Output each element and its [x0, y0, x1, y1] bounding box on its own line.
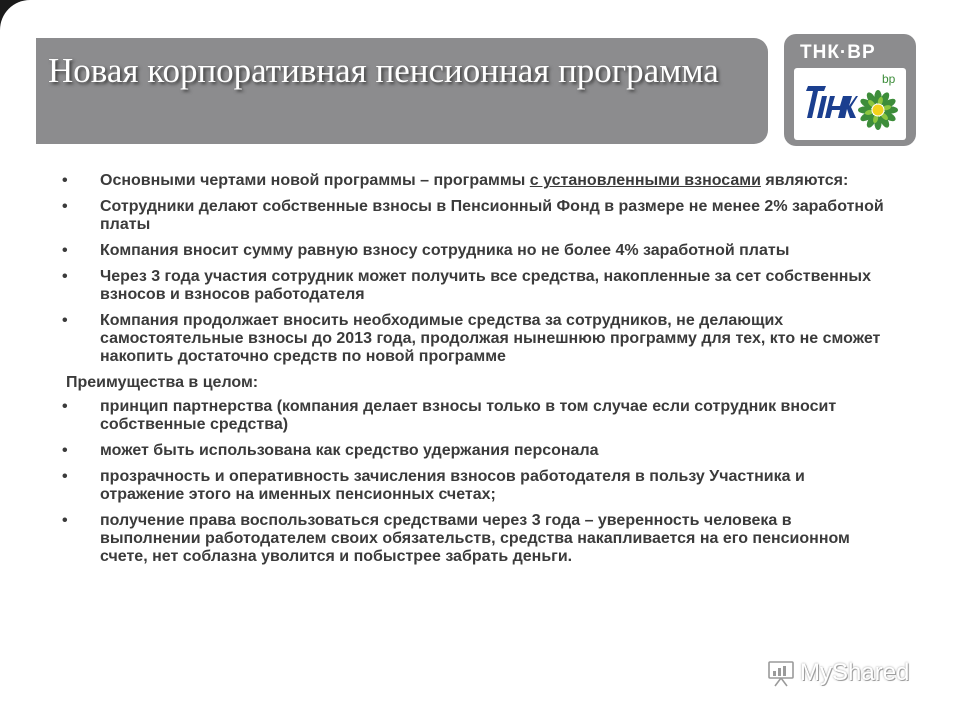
- bullet-item: [62, 198, 892, 234]
- bullet-text: принцип партнерства (компания делает взносы только в том случае если сотрудник вносит собственные средства): [100, 398, 837, 433]
- bullet-dot: •: [62, 312, 68, 329]
- bp-label: bp: [882, 72, 896, 86]
- bullet-dot: •: [62, 398, 68, 415]
- bullet-text-after: являются:: [760, 172, 849, 189]
- bullet-text: Через 3 года участия сотрудник может получить все средства, накопленные за сет собственных взносов и взносов работодателя: [100, 268, 871, 303]
- title-bar: [36, 38, 768, 144]
- bullet-item: [62, 512, 892, 566]
- bullet-text: Компания вносит сумму равную взносу сотрудника но не более 4% заработной платы: [100, 242, 790, 259]
- bullet-item: [62, 442, 892, 460]
- logo-wordmark: ТНК·BP: [800, 42, 876, 63]
- tnk-bp-logo-icon: [804, 82, 858, 122]
- bullet-item: [62, 172, 892, 190]
- watermark-text: MyShared: [800, 659, 910, 686]
- bullet-item: [62, 312, 892, 366]
- advantages-heading: Преимущества в целом:: [66, 374, 259, 391]
- bullet-dot: •: [62, 442, 68, 459]
- bullet-item: [62, 398, 892, 434]
- bullet-text: Компания продолжает вносить необходимые средства за сотрудников, не делающих самостоятельные взносы до 2013 года, продолжая нынешнюю программу для тех, кто не сможет накопить достаточно средств по новой программе: [100, 312, 881, 365]
- bp-helios-icon: [858, 90, 898, 130]
- bullet-text: Сотрудники делают собственные взносы в Пенсионный Фонд в размере не менее 2% заработной платы: [100, 198, 884, 233]
- bullet-text-underlined: с установленными взносами: [529, 172, 761, 189]
- bullet-text-before: Основными чертами новой программы – программы: [100, 172, 530, 189]
- bullet-text: прозрачность и оперативность зачисления взносов работодателя в пользу Участника и отражение этого на именных пенсионных счетах;: [100, 468, 805, 503]
- slide-title: Новая корпоративная пенсионная программа: [48, 51, 719, 90]
- slide-body: [62, 172, 892, 574]
- bullet-dot: •: [62, 268, 68, 285]
- bullet-dot: •: [62, 468, 68, 485]
- watermark: [766, 656, 909, 690]
- logo-panel: [794, 68, 906, 140]
- bullet-dot: •: [62, 198, 68, 215]
- bullet-text: получение права воспользоваться средствами через 3 года – уверенность человека в выполнении работодателем своих обязательств, средства накапливается на его пенсионном счете, нет соблазна уволится и побыстрее забрать деньги.: [100, 512, 850, 565]
- bullet-dot: •: [62, 172, 68, 189]
- bullet-item: [62, 242, 892, 260]
- bullet-item: [62, 468, 892, 504]
- bullet-text: может быть использована как средство удержания персонала: [100, 442, 599, 459]
- presentation-board-icon: [766, 658, 796, 688]
- company-logo: [784, 34, 916, 146]
- bullet-dot: •: [62, 242, 68, 259]
- bullet-item: [62, 268, 892, 304]
- bullet-dot: •: [62, 512, 68, 529]
